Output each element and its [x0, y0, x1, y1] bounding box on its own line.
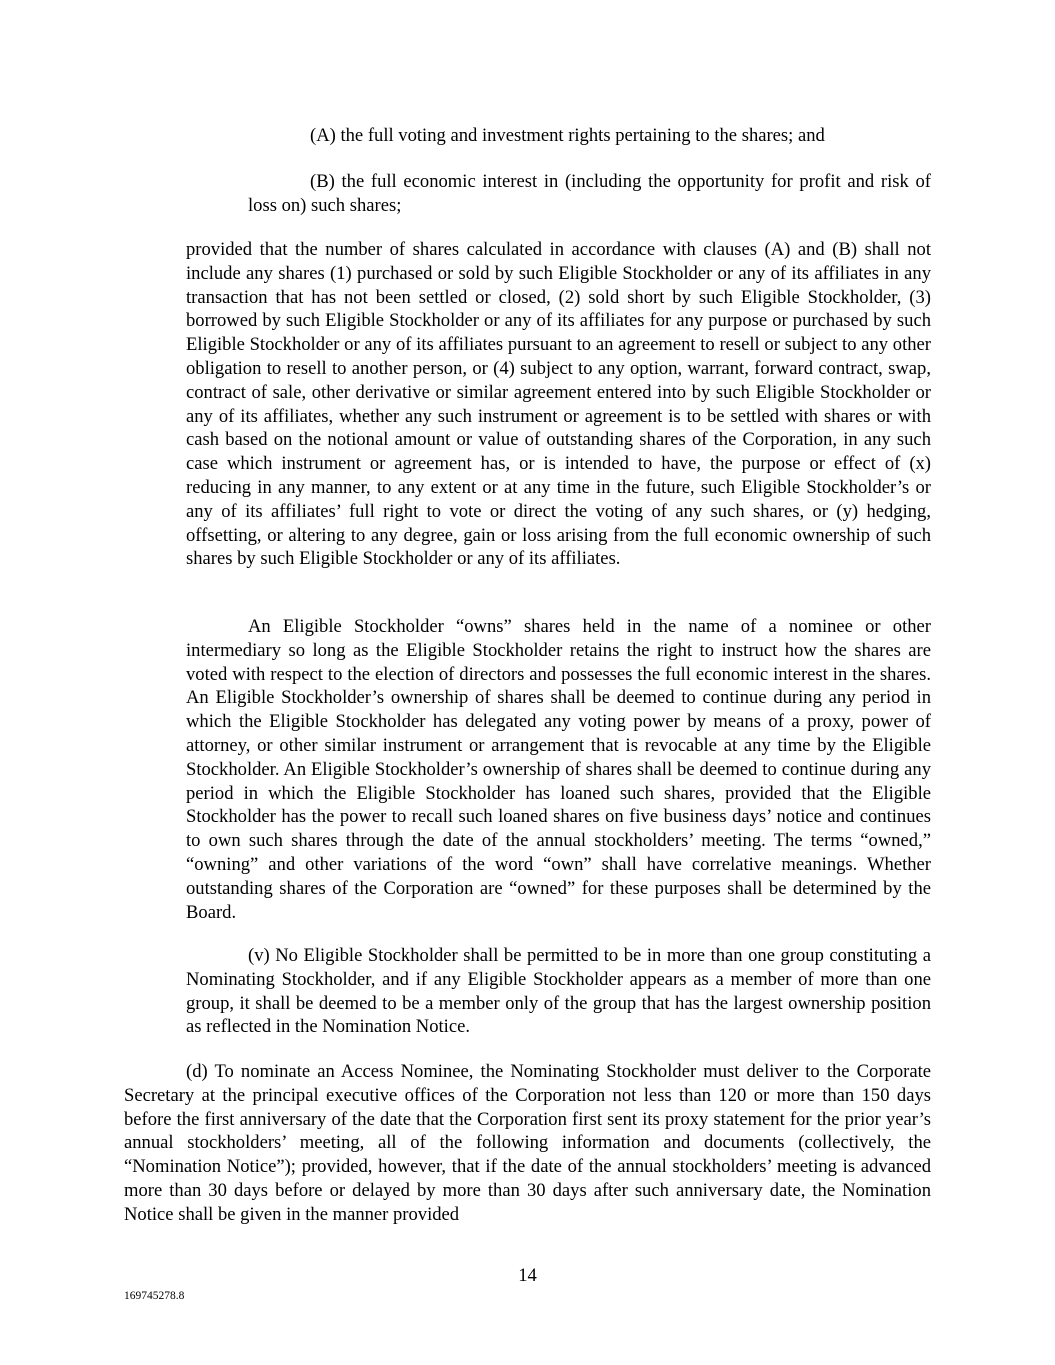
page-number: 14	[518, 1265, 537, 1286]
owns-definition-paragraph: An Eligible Stockholder “owns” shares held in the name of a nominee or other intermediary so long as the Eligible Stockholder retains the right to instruct how the shares are voted with respect to the election of directors and possesses the full economic interest in the shares. An Eligible Stockholder’s ownership of shares shall be deemed to continue during any period in which the Eligible Stockholder has delegated any voting power by means of a proxy, power of attorney, or other similar instrument or arrangement that is revocable at any time by the Eligible Stockholder. An Eligible Stockholder’s ownership of shares shall be deemed to continue during any period in which the Eligible Stockholder has loaned such shares, provided that the Eligible Stockholder has the power to recall such loaned shares on five business days’ notice and continues to own such shares through the date of the annual stockholders’ meeting. The terms “owned,” “owning” and other variations of the word “own” shall have correlative meanings. Whether outstanding shares of the Corporation are “owned” for these purposes shall be determined by the Board.	[186, 616, 931, 923]
clause-a-paragraph: (A) the full voting and investment rights pertaining to the shares; and	[310, 125, 825, 146]
clause-d-paragraph: (d) To nominate an Access Nominee, the Nominating Stockholder must deliver to the Corporate Secretary at the principal executive offices of the Corporation not less than 120 or more than 150 days before the first anniversary of the date that the Corporation first sent its proxy statement for the prior year’s annual stockholders’ meeting, all of the following information and documents (collectively, the “Nomination Notice”); provided, however, that if the date of the annual stockholders’ meeting is advanced more than 30 days before or delayed by more than 30 days after such anniversary date, the Nomination Notice shall be given in the manner provided	[124, 1061, 931, 1225]
document-id: 169745278.8	[124, 1290, 185, 1302]
clause-v-paragraph: (v) No Eligible Stockholder shall be permitted to be in more than one group constituting a Nominating Stockholder, and if any Eligible Stockholder appears as a member of more than one group, it shall be deemed to be a member only of the group that has the largest ownership position as reflected in the Nomination Notice.	[186, 945, 931, 1038]
clause-b-paragraph: (B) the full economic interest in (including the opportunity for profit and risk of loss on) such shares;	[248, 171, 931, 216]
proviso-paragraph: provided that the number of shares calculated in accordance with clauses (A) and (B) shall not include any shares (1) purchased or sold by such Eligible Stockholder or any of its affiliates in any transaction that has not been settled or closed, (2) sold short by such Eligible Stockholder, (3) borrowed by such Eligible Stockholder or any of its affiliates for any purpose or purchased by such Eligible Stockholder or any of its affiliates pursuant to an agreement to resell or subject to any other obligation to resell to another person, or (4) subject to any option, warrant, forward contract, swap, contract of sale, other derivative or similar agreement entered into by such Eligible Stockholder or any of its affiliates, whether any such instrument or agreement is to be settled with shares or with cash based on the notional amount or value of outstanding shares of the Corporation, in any such case which instrument or agreement has, or is intended to have, the purpose or effect of (x) reducing in any manner, to any extent or at any time in the future, such Eligible Stockholder’s or any of its affiliates’ full right to vote or direct the voting of any such shares, or (y) hedging, offsetting, or altering to any degree, gain or loss arising from the full economic ownership of such shares by such Eligible Stockholder or any of its affiliates.	[186, 239, 931, 570]
